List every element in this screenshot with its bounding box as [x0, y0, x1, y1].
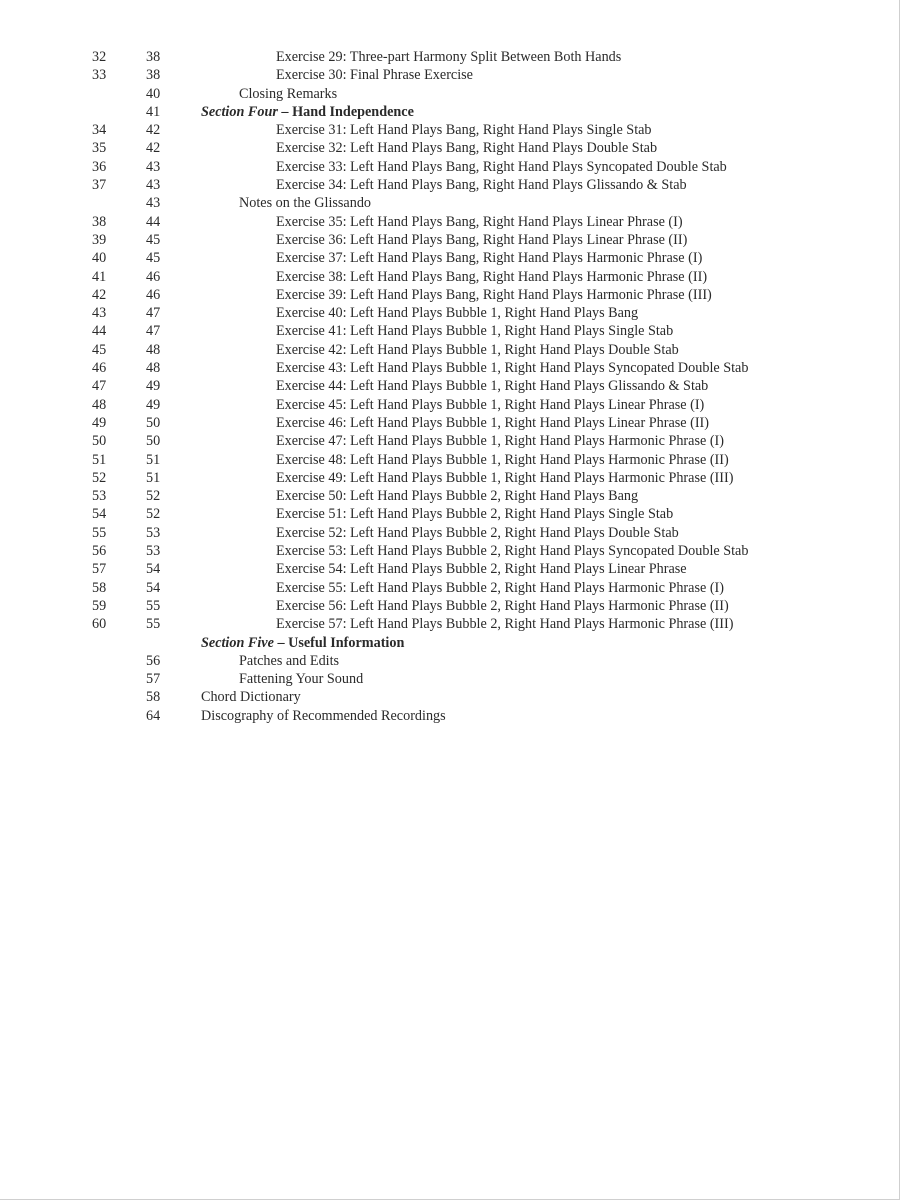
toc-track-number: 50: [92, 433, 107, 450]
toc-entry: [0, 213, 900, 231]
toc-page-number: 49: [146, 396, 161, 413]
toc-entry-title: Exercise 57: Left Hand Plays Bubble 2, Right Hand Plays Harmonic Phrase (III): [276, 616, 734, 633]
toc-entry-title: Exercise 55: Left Hand Plays Bubble 2, Right Hand Plays Harmonic Phrase (I): [276, 579, 724, 596]
toc-entry-title: Exercise 49: Left Hand Plays Bubble 1, Right Hand Plays Harmonic Phrase (III): [276, 469, 734, 486]
toc-page-number: 52: [146, 506, 161, 523]
table-of-contents: [0, 48, 900, 725]
toc-entry: [0, 542, 900, 560]
toc-page-number: 54: [146, 579, 161, 596]
toc-entry: [0, 670, 900, 688]
toc-entry: [0, 524, 900, 542]
toc-track-number: 36: [92, 158, 107, 175]
toc-entry: [0, 652, 900, 670]
toc-entry-title: Exercise 43: Left Hand Plays Bubble 1, Right Hand Plays Syncopated Double Stab: [276, 360, 749, 377]
toc-entry-title: Exercise 46: Left Hand Plays Bubble 1, Right Hand Plays Linear Phrase (II): [276, 414, 710, 431]
toc-entry: [0, 194, 900, 212]
section-subtitle: – Useful Information: [273, 634, 405, 651]
toc-entry-title: Exercise 54: Left Hand Plays Bubble 2, Right Hand Plays Linear Phrase: [276, 561, 687, 578]
toc-page-number: 38: [146, 67, 161, 84]
toc-section-heading: [0, 634, 900, 652]
section-name: Section Four: [201, 103, 278, 120]
toc-page-number: 42: [146, 122, 161, 139]
toc-entry: [0, 432, 900, 450]
toc-track-number: 40: [92, 250, 107, 267]
toc-track-number: 42: [92, 286, 107, 303]
toc-page-number: 47: [146, 305, 161, 322]
toc-page-number: 40: [146, 85, 161, 102]
toc-page-number: 48: [146, 360, 161, 377]
toc-page-number: 48: [146, 341, 161, 358]
toc-page-number: 56: [146, 652, 161, 669]
toc-entry-title: Exercise 38: Left Hand Plays Bang, Right Hand Plays Harmonic Phrase (II): [276, 268, 708, 285]
toc-entry: [0, 304, 900, 322]
toc-entry: [0, 322, 900, 340]
toc-entry: [0, 451, 900, 469]
toc-track-number: 37: [92, 177, 107, 194]
toc-entry: [0, 249, 900, 267]
toc-page-number: 45: [146, 250, 161, 267]
toc-track-number: 47: [92, 378, 107, 395]
toc-page-number: 46: [146, 268, 161, 285]
toc-track-number: 43: [92, 305, 107, 322]
toc-page-number: 49: [146, 378, 161, 395]
section-name: Section Five: [201, 634, 274, 651]
toc-track-number: 60: [92, 616, 107, 633]
toc-track-number: 48: [92, 396, 107, 413]
toc-entry: [0, 341, 900, 359]
toc-page-number: 42: [146, 140, 161, 157]
toc-track-number: 34: [92, 122, 107, 139]
toc-track-number: 56: [92, 543, 107, 560]
toc-entry: [0, 359, 900, 377]
toc-section-title: [201, 103, 414, 121]
toc-entry-title: Exercise 53: Left Hand Plays Bubble 2, Right Hand Plays Syncopated Double Stab: [276, 543, 749, 560]
toc-entry: [0, 176, 900, 194]
toc-entry-title: Exercise 36: Left Hand Plays Bang, Right Hand Plays Linear Phrase (II): [276, 231, 688, 248]
toc-track-number: 54: [92, 506, 107, 523]
toc-track-number: 45: [92, 341, 107, 358]
toc-page-number: 55: [146, 597, 161, 614]
toc-entry: [0, 414, 900, 432]
toc-entry: [0, 268, 900, 286]
toc-page-number: 52: [146, 488, 161, 505]
toc-page-number: 47: [146, 323, 161, 340]
toc-entry-title: Exercise 32: Left Hand Plays Bang, Right Hand Plays Double Stab: [276, 140, 658, 157]
toc-entry: [0, 139, 900, 157]
toc-track-number: 58: [92, 579, 107, 596]
toc-entry-title: Exercise 40: Left Hand Plays Bubble 1, Right Hand Plays Bang: [276, 305, 639, 322]
toc-page-number: 43: [146, 158, 161, 175]
toc-entry-title: Exercise 45: Left Hand Plays Bubble 1, Right Hand Plays Linear Phrase (I): [276, 396, 705, 413]
toc-page-number: 53: [146, 524, 161, 541]
toc-page-number: 38: [146, 49, 161, 65]
toc-entry-title: Exercise 33: Left Hand Plays Bang, Right Hand Plays Syncopated Double Stab: [276, 158, 727, 175]
toc-page-number: 51: [146, 469, 161, 486]
toc-entry: [0, 121, 900, 139]
toc-track-number: 41: [92, 268, 107, 285]
toc-page-number: 53: [146, 543, 161, 560]
toc-track-number: 52: [92, 469, 107, 486]
toc-track-number: 38: [92, 213, 107, 230]
toc-entry-title: Exercise 56: Left Hand Plays Bubble 2, Right Hand Plays Harmonic Phrase (II): [276, 597, 729, 614]
toc-entry: [0, 66, 900, 84]
toc-page-number: 41: [146, 103, 161, 120]
toc-page-number: 43: [146, 195, 161, 212]
toc-entry: [0, 396, 900, 414]
toc-entry-title: Exercise 50: Left Hand Plays Bubble 2, Right Hand Plays Bang: [276, 488, 639, 505]
toc-entry-title: Exercise 34: Left Hand Plays Bang, Right Hand Plays Glissando & Stab: [276, 177, 687, 194]
toc-entry-title: Closing Remarks: [239, 85, 338, 102]
toc-entry-title: Exercise 37: Left Hand Plays Bang, Right Hand Plays Harmonic Phrase (I): [276, 250, 703, 267]
toc-page-number: 51: [146, 451, 161, 468]
toc-entry-title: Exercise 39: Left Hand Plays Bang, Right Hand Plays Harmonic Phrase (III): [276, 286, 712, 303]
toc-entry: [0, 615, 900, 633]
toc-track-number: 59: [92, 597, 107, 614]
toc-entry: [0, 505, 900, 523]
toc-entry-title: Exercise 35: Left Hand Plays Bang, Right Hand Plays Linear Phrase (I): [276, 213, 683, 230]
toc-entry: [0, 158, 900, 176]
toc-entry: [0, 286, 900, 304]
toc-entry-title: Exercise 44: Left Hand Plays Bubble 1, Right Hand Plays Glissando & Stab: [276, 378, 709, 395]
toc-entry-title: Exercise 41: Left Hand Plays Bubble 1, Right Hand Plays Single Stab: [276, 323, 674, 340]
toc-entry: [0, 48, 900, 66]
toc-entry: [0, 688, 900, 706]
toc-entry: [0, 597, 900, 615]
toc-entry: [0, 377, 900, 395]
toc-entry: [0, 469, 900, 487]
toc-page-number: 43: [146, 177, 161, 194]
toc-page-number: 46: [146, 286, 161, 303]
toc-page-number: 50: [146, 414, 161, 431]
toc-track-number: 35: [92, 140, 107, 157]
toc-entry: [0, 579, 900, 597]
toc-track-number: 44: [92, 323, 107, 340]
section-subtitle: – Hand Independence: [277, 103, 414, 120]
toc-entry-title: Exercise 30: Final Phrase Exercise: [276, 67, 473, 84]
toc-entry: [0, 487, 900, 505]
toc-page-number: 44: [146, 213, 161, 230]
toc-entry-title: Exercise 31: Left Hand Plays Bang, Right Hand Plays Single Stab: [276, 122, 652, 139]
toc-section-heading: [0, 103, 900, 121]
toc-entry-title: Exercise 29: Three-part Harmony Split Between Both Hands: [276, 49, 622, 65]
toc-entry: [0, 560, 900, 578]
toc-page-number: 45: [146, 231, 161, 248]
toc-page-number: 58: [146, 689, 161, 706]
toc-page-number: 57: [146, 671, 161, 688]
toc-track-number: 32: [92, 49, 107, 65]
toc-entry-title: Chord Dictionary: [201, 689, 301, 706]
toc-entry-title: Notes on the Glissando: [239, 195, 372, 212]
toc-track-number: 51: [92, 451, 107, 468]
toc-track-number: 49: [92, 414, 107, 431]
toc-track-number: 46: [92, 360, 107, 377]
toc-entry-title: Exercise 47: Left Hand Plays Bubble 1, Right Hand Plays Harmonic Phrase (I): [276, 433, 724, 450]
toc-entry-title: Patches and Edits: [239, 652, 340, 669]
toc-entry: [0, 231, 900, 249]
toc-entry-title: Discography of Recommended Recordings: [201, 707, 446, 724]
toc-track-number: 33: [92, 67, 107, 84]
toc-track-number: 57: [92, 561, 107, 578]
toc-entry: [0, 707, 900, 725]
toc-page-number: 50: [146, 433, 161, 450]
toc-entry-title: Exercise 48: Left Hand Plays Bubble 1, Right Hand Plays Harmonic Phrase (II): [276, 451, 729, 468]
toc-page-number: 64: [146, 707, 161, 724]
toc-entry-title: Exercise 51: Left Hand Plays Bubble 2, Right Hand Plays Single Stab: [276, 506, 674, 523]
toc-page-number: 54: [146, 561, 161, 578]
toc-page-number: 55: [146, 616, 161, 633]
toc-track-number: 39: [92, 231, 107, 248]
toc-entry-title: Exercise 52: Left Hand Plays Bubble 2, Right Hand Plays Double Stab: [276, 524, 679, 541]
toc-entry-title: Fattening Your Sound: [239, 671, 364, 688]
toc-track-number: 53: [92, 488, 107, 505]
toc-entry: [0, 85, 900, 103]
toc-track-number: 55: [92, 524, 107, 541]
toc-section-title: [201, 634, 404, 652]
toc-entry-title: Exercise 42: Left Hand Plays Bubble 1, Right Hand Plays Double Stab: [276, 341, 679, 358]
